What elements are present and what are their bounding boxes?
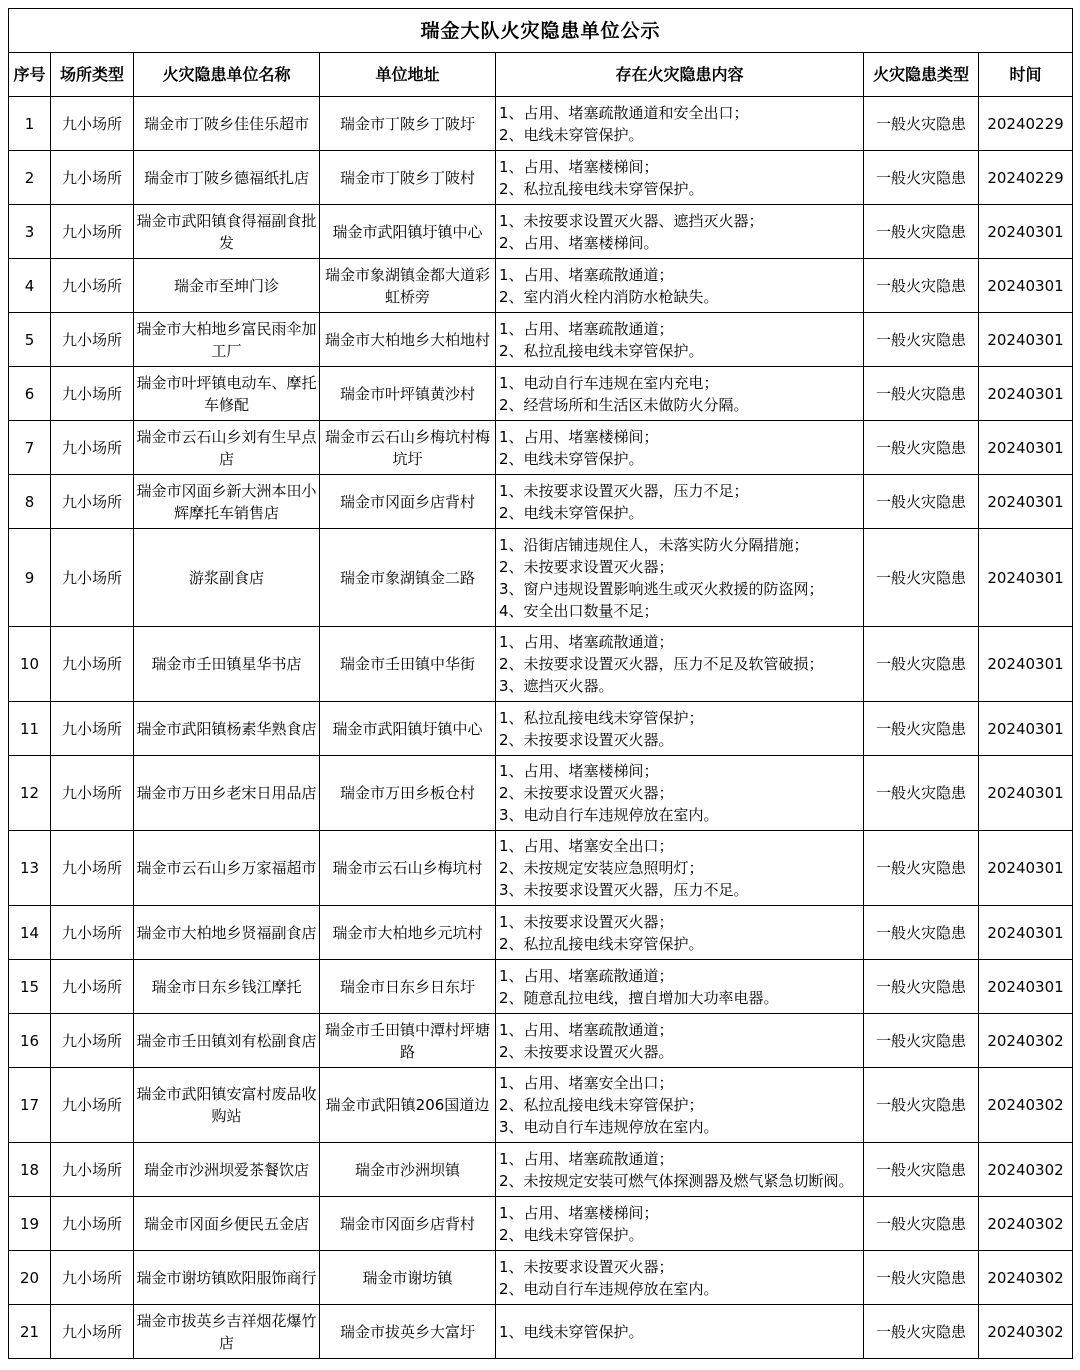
issue-line: 2、电线未穿管保护。 <box>499 125 644 144</box>
cell-address: 瑞金市大柏地乡元坑村 <box>320 906 496 960</box>
cell-address: 瑞金市丁陂乡丁陂圩 <box>320 97 496 151</box>
issue-line: 1、占用、堵塞楼梯间； <box>499 762 659 780</box>
cell-hazard-type: 一般火灾隐患 <box>864 702 979 756</box>
cell-name: 瑞金市谢坊镇欧阳服饰商行 <box>134 1251 320 1305</box>
cell-no: 6 <box>9 367 51 421</box>
cell-date: 20240301 <box>979 313 1073 367</box>
issue-line: 2、未按规定安装应急照明灯； <box>499 859 704 877</box>
issue-line: 1、电动自行车违规在室内充电； <box>499 373 719 392</box>
issue-line: 2、经营场所和生活区未做防火分隔。 <box>499 395 749 414</box>
cell-type: 九小场所 <box>51 259 134 313</box>
issue-line: 1、占用、堵塞疏散通道； <box>499 319 674 338</box>
cell-address: 瑞金市云石山乡梅坑村 <box>320 831 496 906</box>
cell-type: 九小场所 <box>51 1068 134 1143</box>
cell-hazard-type: 一般火灾隐患 <box>864 259 979 313</box>
cell-date: 20240302 <box>979 1014 1073 1068</box>
title-row <box>9 9 1073 53</box>
table-row <box>9 97 1073 151</box>
table-row <box>9 529 1073 627</box>
issue-line: 1、未按要求设置灭火器； <box>499 912 674 931</box>
cell-type: 九小场所 <box>51 421 134 475</box>
cell-date: 20240229 <box>979 151 1073 205</box>
issue-line: 1、占用、堵塞楼梯间； <box>499 157 659 176</box>
cell-name: 瑞金市武阳镇食得福副食批发 <box>134 205 320 259</box>
cell-no: 10 <box>9 627 51 702</box>
cell-address: 瑞金市拔英乡大富圩 <box>320 1305 496 1359</box>
cell-hazard-type: 一般火灾隐患 <box>864 756 979 831</box>
cell-date: 20240301 <box>979 259 1073 313</box>
cell-type: 九小场所 <box>51 627 134 702</box>
issue-line: 1、占用、堵塞安全出口； <box>499 1074 674 1092</box>
cell-name: 瑞金市大柏地乡富民雨伞加工厂 <box>134 313 320 367</box>
cell-name: 瑞金市沙洲坝爱茶餐饮店 <box>134 1143 320 1197</box>
issue-line: 1、占用、堵塞疏散通道； <box>499 966 674 985</box>
cell-no: 3 <box>9 205 51 259</box>
cell-date: 20240301 <box>979 831 1073 906</box>
cell-hazard-type: 一般火灾隐患 <box>864 831 979 906</box>
cell-issues <box>496 475 864 529</box>
cell-hazard-type: 一般火灾隐患 <box>864 97 979 151</box>
cell-no: 1 <box>9 97 51 151</box>
cell-type: 九小场所 <box>51 97 134 151</box>
table-body <box>9 97 1073 1359</box>
cell-no: 4 <box>9 259 51 313</box>
issue-line: 2、未按要求设置灭火器； <box>499 784 674 802</box>
table-row <box>9 313 1073 367</box>
cell-name: 瑞金市壬田镇刘有松副食店 <box>134 1014 320 1068</box>
cell-no: 11 <box>9 702 51 756</box>
cell-hazard-type: 一般火灾隐患 <box>864 960 979 1014</box>
issue-line: 1、未按要求设置灭火器、遮挡灭火器； <box>499 211 764 230</box>
header-issues: 存在火灾隐患内容 <box>496 53 864 97</box>
cell-hazard-type: 一般火灾隐患 <box>864 421 979 475</box>
cell-no: 20 <box>9 1251 51 1305</box>
header-name: 火灾隐患单位名称 <box>134 53 320 97</box>
cell-hazard-type: 一般火灾隐患 <box>864 475 979 529</box>
cell-date: 20240229 <box>979 97 1073 151</box>
cell-issues <box>496 313 864 367</box>
cell-name: 瑞金市武阳镇杨素华熟食店 <box>134 702 320 756</box>
issue-line: 1、占用、堵塞楼梯间； <box>499 427 659 446</box>
cell-name: 瑞金市拔英乡吉祥烟花爆竹店 <box>134 1305 320 1359</box>
cell-no: 7 <box>9 421 51 475</box>
issue-line: 2、未按规定安装可燃气体探测器及燃气紧急切断阀。 <box>499 1171 854 1190</box>
table-row <box>9 702 1073 756</box>
issue-line: 2、私拉乱接电线未穿管保护； <box>499 1096 704 1114</box>
cell-issues <box>496 421 864 475</box>
cell-no: 5 <box>9 313 51 367</box>
cell-issues <box>496 151 864 205</box>
cell-name: 瑞金市丁陂乡德福纸扎店 <box>134 151 320 205</box>
table-row <box>9 259 1073 313</box>
issue-line: 3、遮挡灭火器。 <box>499 677 614 695</box>
cell-issues <box>496 367 864 421</box>
cell-no: 16 <box>9 1014 51 1068</box>
cell-type: 九小场所 <box>51 205 134 259</box>
cell-type: 九小场所 <box>51 831 134 906</box>
cell-name: 瑞金市叶坪镇电动车、摩托车修配 <box>134 367 320 421</box>
cell-type: 九小场所 <box>51 756 134 831</box>
cell-address: 瑞金市壬田镇中潭村坪塘路 <box>320 1014 496 1068</box>
table-row <box>9 475 1073 529</box>
issue-line: 1、占用、堵塞疏散通道； <box>499 265 674 284</box>
issue-line: 1、未按要求设置灭火器； <box>499 1257 674 1276</box>
cell-issues <box>496 702 864 756</box>
cell-issues <box>496 756 864 831</box>
header-row <box>9 53 1073 97</box>
cell-hazard-type: 一般火灾隐患 <box>864 1014 979 1068</box>
header-hazard-type: 火灾隐患类型 <box>864 53 979 97</box>
cell-name: 瑞金市云石山乡刘有生早点店 <box>134 421 320 475</box>
issue-line: 2、电线未穿管保护。 <box>499 1225 644 1244</box>
hazard-table <box>8 8 1073 1359</box>
cell-date: 20240302 <box>979 1068 1073 1143</box>
cell-no: 19 <box>9 1197 51 1251</box>
table-row <box>9 421 1073 475</box>
cell-type: 九小场所 <box>51 1014 134 1068</box>
cell-address: 瑞金市丁陂乡丁陂村 <box>320 151 496 205</box>
header-type: 场所类型 <box>51 53 134 97</box>
issue-line: 1、私拉乱接电线未穿管保护； <box>499 708 704 727</box>
cell-address: 瑞金市武阳镇206国道边 <box>320 1068 496 1143</box>
table-row <box>9 367 1073 421</box>
cell-type: 九小场所 <box>51 475 134 529</box>
cell-issues <box>496 1251 864 1305</box>
cell-date: 20240302 <box>979 1197 1073 1251</box>
cell-hazard-type: 一般火灾隐患 <box>864 151 979 205</box>
cell-type: 九小场所 <box>51 1251 134 1305</box>
issue-line: 3、窗户违规设置影响逃生或灭火救援的防盗网； <box>499 579 824 598</box>
table-row <box>9 205 1073 259</box>
cell-no: 12 <box>9 756 51 831</box>
notice-document <box>8 8 1072 1359</box>
header-address: 单位地址 <box>320 53 496 97</box>
page-title: 瑞金大队火灾隐患单位公示 <box>9 9 1073 53</box>
issue-line: 2、未按要求设置灭火器。 <box>499 730 674 749</box>
cell-address: 瑞金市象湖镇金都大道彩虹桥旁 <box>320 259 496 313</box>
cell-date: 20240301 <box>979 205 1073 259</box>
cell-address: 瑞金市象湖镇金二路 <box>320 529 496 627</box>
cell-address: 瑞金市大柏地乡大柏地村 <box>320 313 496 367</box>
cell-date: 20240301 <box>979 702 1073 756</box>
issue-line: 1、占用、堵塞安全出口； <box>499 837 674 855</box>
cell-address: 瑞金市谢坊镇 <box>320 1251 496 1305</box>
table-row <box>9 756 1073 831</box>
table-row <box>9 1068 1073 1143</box>
cell-hazard-type: 一般火灾隐患 <box>864 1305 979 1359</box>
cell-type: 九小场所 <box>51 529 134 627</box>
issue-line: 2、电线未穿管保护。 <box>499 449 644 468</box>
issue-line: 3、未按要求设置灭火器，压力不足。 <box>499 881 749 899</box>
issue-line: 1、占用、堵塞楼梯间； <box>499 1203 659 1222</box>
table-row <box>9 1014 1073 1068</box>
cell-address: 瑞金市冈面乡店背村 <box>320 1197 496 1251</box>
cell-hazard-type: 一般火灾隐患 <box>864 627 979 702</box>
cell-address: 瑞金市沙洲坝镇 <box>320 1143 496 1197</box>
cell-type: 九小场所 <box>51 313 134 367</box>
cell-address: 瑞金市武阳镇圩镇中心 <box>320 702 496 756</box>
cell-type: 九小场所 <box>51 906 134 960</box>
table-row <box>9 906 1073 960</box>
cell-date: 20240301 <box>979 367 1073 421</box>
issue-line: 2、私拉乱接电线未穿管保护。 <box>499 934 704 953</box>
cell-hazard-type: 一般火灾隐患 <box>864 906 979 960</box>
issue-line: 1、沿街店铺违规住人，未落实防火分隔措施； <box>499 535 809 554</box>
issue-line: 2、未按要求设置灭火器。 <box>499 1042 674 1061</box>
cell-address: 瑞金市叶坪镇黄沙村 <box>320 367 496 421</box>
cell-address: 瑞金市武阳镇圩镇中心 <box>320 205 496 259</box>
cell-no: 2 <box>9 151 51 205</box>
cell-no: 14 <box>9 906 51 960</box>
cell-issues <box>496 205 864 259</box>
cell-issues <box>496 1068 864 1143</box>
cell-no: 8 <box>9 475 51 529</box>
cell-address: 瑞金市万田乡板仓村 <box>320 756 496 831</box>
cell-no: 21 <box>9 1305 51 1359</box>
cell-date: 20240302 <box>979 1143 1073 1197</box>
cell-no: 18 <box>9 1143 51 1197</box>
table-row <box>9 960 1073 1014</box>
cell-issues <box>496 831 864 906</box>
cell-address: 瑞金市冈面乡店背村 <box>320 475 496 529</box>
cell-name: 瑞金市武阳镇安富村废品收购站 <box>134 1068 320 1143</box>
cell-issues <box>496 1143 864 1197</box>
cell-issues <box>496 1197 864 1251</box>
cell-name: 瑞金市至坤门诊 <box>134 259 320 313</box>
cell-date: 20240301 <box>979 906 1073 960</box>
issue-line: 1、占用、堵塞疏散通道； <box>499 633 674 651</box>
cell-issues <box>496 960 864 1014</box>
cell-no: 17 <box>9 1068 51 1143</box>
table-row <box>9 831 1073 906</box>
issue-line: 2、私拉乱接电线未穿管保护。 <box>499 341 704 360</box>
issue-line: 1、未按要求设置灭火器，压力不足； <box>499 481 749 500</box>
issue-line: 1、占用、堵塞疏散通道； <box>499 1020 674 1039</box>
cell-date: 20240301 <box>979 529 1073 627</box>
issue-line: 1、占用、堵塞疏散通道； <box>499 1149 674 1168</box>
cell-name: 瑞金市大柏地乡贤福副食店 <box>134 906 320 960</box>
cell-issues <box>496 259 864 313</box>
cell-hazard-type: 一般火灾隐患 <box>864 205 979 259</box>
header-date: 时间 <box>979 53 1073 97</box>
cell-no: 13 <box>9 831 51 906</box>
issue-line: 2、未按要求设置灭火器，压力不足及软管破损； <box>499 655 824 673</box>
cell-address: 瑞金市云石山乡梅坑村梅坑圩 <box>320 421 496 475</box>
cell-date: 20240301 <box>979 756 1073 831</box>
cell-date: 20240302 <box>979 1305 1073 1359</box>
table-row <box>9 1305 1073 1359</box>
issue-line: 2、私拉乱接电线未穿管保护。 <box>499 179 704 198</box>
cell-no: 9 <box>9 529 51 627</box>
issue-line: 3、电动自行车违规停放在室内。 <box>499 806 719 824</box>
cell-name: 瑞金市冈面乡新大洲本田小辉摩托车销售店 <box>134 475 320 529</box>
issue-line: 2、占用、堵塞楼梯间。 <box>499 233 659 252</box>
cell-name: 瑞金市云石山乡万家福超市 <box>134 831 320 906</box>
cell-name: 瑞金市万田乡老宋日用品店 <box>134 756 320 831</box>
cell-name: 瑞金市冈面乡便民五金店 <box>134 1197 320 1251</box>
table-row <box>9 1251 1073 1305</box>
cell-date: 20240301 <box>979 627 1073 702</box>
cell-no: 15 <box>9 960 51 1014</box>
issue-line: 2、室内消火栓内消防水枪缺失。 <box>499 287 719 306</box>
header-no: 序号 <box>9 53 51 97</box>
cell-address: 瑞金市日东乡日东圩 <box>320 960 496 1014</box>
cell-name: 瑞金市日东乡钱江摩托 <box>134 960 320 1014</box>
cell-type: 九小场所 <box>51 960 134 1014</box>
issue-line: 4、安全出口数量不足； <box>499 601 659 620</box>
table-row <box>9 151 1073 205</box>
cell-hazard-type: 一般火灾隐患 <box>864 1197 979 1251</box>
cell-date: 20240301 <box>979 421 1073 475</box>
cell-hazard-type: 一般火灾隐患 <box>864 313 979 367</box>
table-row <box>9 1197 1073 1251</box>
issue-line: 2、电线未穿管保护。 <box>499 503 644 522</box>
table-row <box>9 1143 1073 1197</box>
cell-issues <box>496 627 864 702</box>
cell-name: 瑞金市丁陂乡佳佳乐超市 <box>134 97 320 151</box>
issue-line: 3、电动自行车违规停放在室内。 <box>499 1118 719 1136</box>
issue-line: 2、电动自行车违规停放在室内。 <box>499 1279 719 1298</box>
cell-type: 九小场所 <box>51 367 134 421</box>
cell-issues <box>496 906 864 960</box>
issue-line: 1、电线未穿管保护。 <box>499 1322 644 1341</box>
cell-hazard-type: 一般火灾隐患 <box>864 529 979 627</box>
cell-hazard-type: 一般火灾隐患 <box>864 1143 979 1197</box>
cell-issues <box>496 1014 864 1068</box>
cell-issues <box>496 97 864 151</box>
cell-type: 九小场所 <box>51 1305 134 1359</box>
cell-type: 九小场所 <box>51 702 134 756</box>
cell-type: 九小场所 <box>51 1197 134 1251</box>
cell-issues <box>496 529 864 627</box>
cell-hazard-type: 一般火灾隐患 <box>864 1251 979 1305</box>
cell-date: 20240301 <box>979 475 1073 529</box>
cell-type: 九小场所 <box>51 1143 134 1197</box>
issue-line: 2、未按要求设置灭火器； <box>499 557 674 576</box>
cell-hazard-type: 一般火灾隐患 <box>864 367 979 421</box>
issue-line: 2、随意乱拉电线，擅自增加大功率电器。 <box>499 988 779 1007</box>
cell-address: 瑞金市壬田镇中华街 <box>320 627 496 702</box>
cell-name: 游浆副食店 <box>134 529 320 627</box>
cell-date: 20240301 <box>979 960 1073 1014</box>
cell-date: 20240302 <box>979 1251 1073 1305</box>
cell-name: 瑞金市壬田镇星华书店 <box>134 627 320 702</box>
table-row <box>9 627 1073 702</box>
issue-line: 1、占用、堵塞疏散通道和安全出口； <box>499 103 749 122</box>
cell-issues <box>496 1305 864 1359</box>
cell-hazard-type: 一般火灾隐患 <box>864 1068 979 1143</box>
cell-type: 九小场所 <box>51 151 134 205</box>
